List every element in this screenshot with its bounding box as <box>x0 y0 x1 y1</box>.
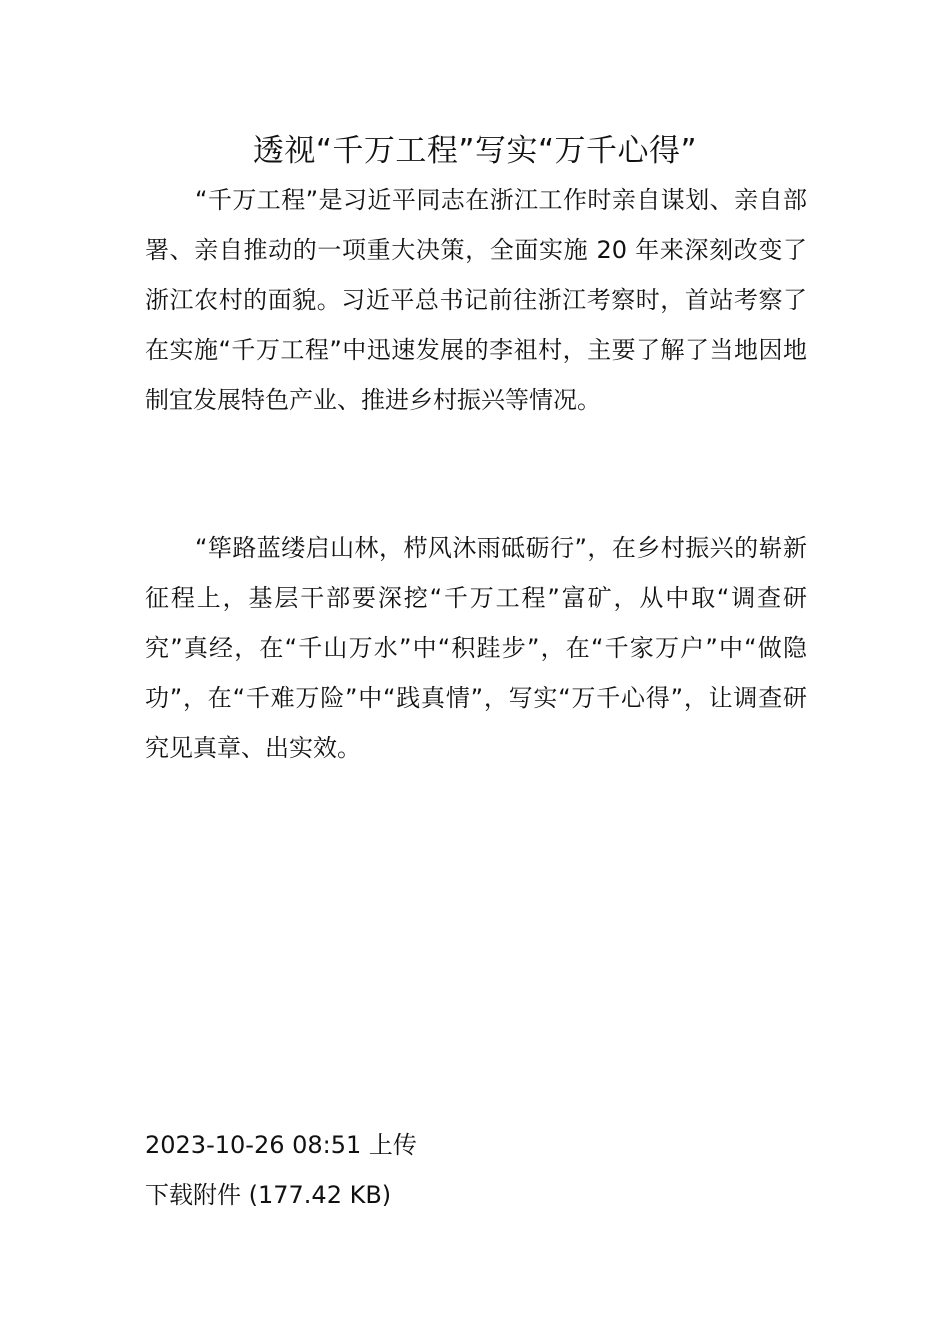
upload-timestamp: 2023-10-26 08:51 上传 <box>145 1131 417 1159</box>
download-attachment <box>145 1170 391 1220</box>
document-title: 透视“千万工程”写实“万千心得” <box>252 133 698 169</box>
download-attachment-link[interactable]: 下载附件 (177.42 KB) <box>145 1181 392 1209</box>
paragraph-body: “筚路蓝缕启山林，栉风沐雨砥砺行”，在乡村振兴的崭新征程上，基层干部要深挖“千万工程”富矿，从中取“调查研究”真经，在“千山万水”中“积跬步”，在“千家万户”中“做隐功”，在“千难万险”中“践真情”，写实“万千心得”，让调查研究见真章、出实效。 <box>145 534 807 762</box>
paragraph-intro: “千万工程”是习近平同志在浙江工作时亲自谋划、亲自部署、亲自推动的一项重大决策，全面实施 20 年来深刻改变了浙江农村的面貌。习近平总书记前往浙江考察时，首站考察了在实施“千万工程”中迅速发展的李祖村，主要了解了当地因地制宜发展特色产业、推进乡村振兴等情况。 <box>145 186 807 414</box>
